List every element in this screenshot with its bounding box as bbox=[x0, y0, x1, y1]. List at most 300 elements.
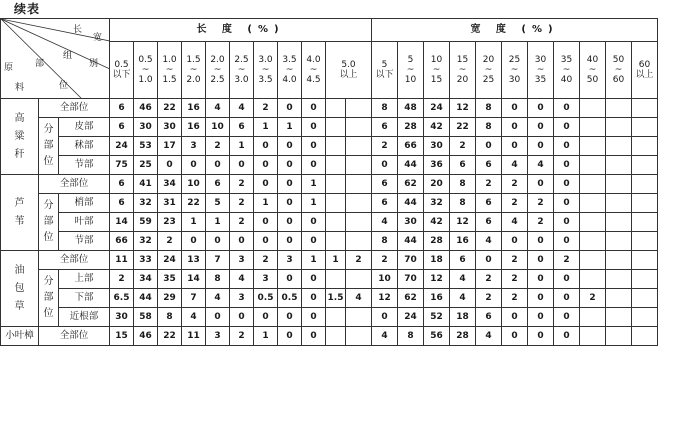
sub-part-cell: 近根部 bbox=[59, 308, 110, 327]
length-value-cell: 11 bbox=[110, 251, 134, 270]
length-value-cell: 16 bbox=[182, 99, 206, 118]
width-value-cell bbox=[606, 327, 632, 346]
width-value-cell: 0 bbox=[528, 232, 554, 251]
length-value-cell: 58 bbox=[134, 308, 158, 327]
length-value-cell: 10 bbox=[206, 118, 230, 137]
length-value-cell: 30 bbox=[134, 118, 158, 137]
length-value-cell bbox=[346, 270, 372, 289]
length-value-cell bbox=[346, 213, 372, 232]
width-value-cell: 2 bbox=[502, 194, 528, 213]
table-row bbox=[1, 289, 658, 308]
width-value-cell bbox=[632, 175, 658, 194]
width-value-cell: 32 bbox=[424, 194, 450, 213]
width-value-cell: 12 bbox=[424, 270, 450, 289]
width-value-cell: 6 bbox=[476, 213, 502, 232]
width-value-cell: 48 bbox=[398, 99, 424, 118]
table-row bbox=[1, 175, 658, 194]
width-value-cell bbox=[632, 99, 658, 118]
width-value-cell: 8 bbox=[398, 327, 424, 346]
width-value-cell: 8 bbox=[476, 99, 502, 118]
width-value-cell: 6 bbox=[372, 175, 398, 194]
length-value-cell: 1.5 bbox=[326, 289, 346, 308]
length-value-cell: 14 bbox=[182, 270, 206, 289]
length-value-cell: 15 bbox=[110, 327, 134, 346]
length-value-cell: 0 bbox=[254, 137, 278, 156]
width-value-cell: 0 bbox=[502, 308, 528, 327]
width-value-cell bbox=[580, 232, 606, 251]
length-value-cell bbox=[326, 232, 346, 251]
length-value-cell: 59 bbox=[134, 213, 158, 232]
length-value-cell: 0 bbox=[278, 137, 302, 156]
material-cell: 芦 苇 bbox=[1, 175, 39, 251]
width-value-cell: 42 bbox=[424, 213, 450, 232]
length-group-header: 长 度 (%) bbox=[110, 19, 372, 42]
width-value-cell: 0 bbox=[528, 289, 554, 308]
length-value-cell: 11 bbox=[182, 327, 206, 346]
length-value-cell: 0 bbox=[158, 156, 182, 175]
part-group-cell: 分 部 位 bbox=[39, 118, 59, 175]
length-value-cell: 3 bbox=[230, 289, 254, 308]
width-value-cell bbox=[580, 175, 606, 194]
length-value-cell: 0.5 bbox=[254, 289, 278, 308]
part-cell: 全部位 bbox=[39, 175, 110, 194]
length-value-cell: 1 bbox=[182, 213, 206, 232]
length-range-header: 5.0 以上 bbox=[326, 42, 372, 99]
length-value-cell: 0 bbox=[254, 308, 278, 327]
length-value-cell: 0 bbox=[254, 175, 278, 194]
width-value-cell: 0 bbox=[554, 327, 580, 346]
length-value-cell bbox=[326, 213, 346, 232]
width-value-cell: 4 bbox=[528, 156, 554, 175]
corner-label-group-1: 组 bbox=[63, 51, 73, 61]
width-range-header: 30 ~ 35 bbox=[528, 42, 554, 99]
length-value-cell: 0 bbox=[278, 194, 302, 213]
width-value-cell bbox=[606, 289, 632, 308]
width-value-cell: 30 bbox=[398, 213, 424, 232]
sub-part-cell: 节部 bbox=[59, 156, 110, 175]
length-value-cell: 1 bbox=[254, 118, 278, 137]
length-range-header: 4.0 ~ 4.5 bbox=[302, 42, 326, 99]
width-value-cell: 2 bbox=[502, 270, 528, 289]
width-value-cell: 22 bbox=[450, 118, 476, 137]
width-value-cell: 44 bbox=[398, 156, 424, 175]
length-value-cell: 29 bbox=[158, 289, 182, 308]
length-value-cell: 22 bbox=[158, 327, 182, 346]
width-value-cell: 0 bbox=[372, 308, 398, 327]
length-value-cell: 16 bbox=[182, 118, 206, 137]
length-value-cell: 5 bbox=[206, 194, 230, 213]
length-value-cell: 2 bbox=[230, 194, 254, 213]
length-value-cell: 0 bbox=[278, 156, 302, 175]
width-value-cell: 16 bbox=[424, 289, 450, 308]
length-value-cell: 0 bbox=[182, 156, 206, 175]
width-value-cell: 0 bbox=[554, 137, 580, 156]
width-value-cell: 2 bbox=[476, 175, 502, 194]
table-row bbox=[1, 327, 658, 346]
length-value-cell: 8 bbox=[158, 308, 182, 327]
width-value-cell: 4 bbox=[450, 270, 476, 289]
table-row bbox=[1, 232, 658, 251]
width-value-cell: 2 bbox=[528, 213, 554, 232]
width-value-cell: 6 bbox=[372, 194, 398, 213]
length-value-cell: 0 bbox=[302, 137, 326, 156]
width-value-cell: 8 bbox=[476, 118, 502, 137]
part-cell: 全部位 bbox=[39, 99, 110, 118]
length-value-cell: 0 bbox=[254, 232, 278, 251]
width-value-cell: 2 bbox=[476, 270, 502, 289]
length-value-cell: 4 bbox=[230, 99, 254, 118]
width-value-cell: 28 bbox=[450, 327, 476, 346]
length-value-cell: 0 bbox=[278, 232, 302, 251]
length-value-cell: 0 bbox=[254, 213, 278, 232]
part-group-cell: 分 部 位 bbox=[39, 194, 59, 251]
width-value-cell: 4 bbox=[502, 213, 528, 232]
length-value-cell bbox=[326, 118, 346, 137]
length-value-cell: 0 bbox=[206, 232, 230, 251]
length-value-cell: 10 bbox=[182, 175, 206, 194]
width-value-cell bbox=[580, 308, 606, 327]
length-value-cell: 6 bbox=[206, 175, 230, 194]
width-value-cell: 4 bbox=[372, 327, 398, 346]
length-value-cell: 3 bbox=[182, 137, 206, 156]
width-value-cell: 0 bbox=[502, 137, 528, 156]
width-value-cell: 4 bbox=[502, 156, 528, 175]
width-value-cell: 6 bbox=[372, 118, 398, 137]
length-value-cell: 1 bbox=[254, 327, 278, 346]
corner-label-material-2: 料 bbox=[15, 83, 25, 93]
length-value-cell: 23 bbox=[158, 213, 182, 232]
width-value-cell: 0 bbox=[554, 194, 580, 213]
width-value-cell: 2 bbox=[502, 175, 528, 194]
sub-part-cell: 上部 bbox=[59, 270, 110, 289]
width-value-cell bbox=[632, 308, 658, 327]
length-value-cell bbox=[346, 156, 372, 175]
width-value-cell: 0 bbox=[528, 175, 554, 194]
sub-part-cell: 叶部 bbox=[59, 213, 110, 232]
length-value-cell: 0 bbox=[302, 213, 326, 232]
width-value-cell: 36 bbox=[424, 156, 450, 175]
width-value-cell: 56 bbox=[424, 327, 450, 346]
length-value-cell: 17 bbox=[158, 137, 182, 156]
width-value-cell: 70 bbox=[398, 270, 424, 289]
width-range-header: 20 ~ 25 bbox=[476, 42, 502, 99]
length-value-cell: 32 bbox=[134, 232, 158, 251]
width-value-cell bbox=[606, 156, 632, 175]
width-value-cell bbox=[606, 232, 632, 251]
length-value-cell: 0.5 bbox=[278, 289, 302, 308]
length-value-cell: 35 bbox=[158, 270, 182, 289]
width-value-cell: 0 bbox=[528, 118, 554, 137]
width-value-cell bbox=[606, 213, 632, 232]
length-value-cell: 34 bbox=[158, 175, 182, 194]
width-value-cell: 70 bbox=[398, 251, 424, 270]
length-value-cell: 0 bbox=[182, 232, 206, 251]
width-range-header: 15 ~ 20 bbox=[450, 42, 476, 99]
table-row bbox=[1, 213, 658, 232]
length-value-cell: 1 bbox=[230, 137, 254, 156]
width-value-cell: 28 bbox=[424, 232, 450, 251]
width-value-cell: 2 bbox=[450, 137, 476, 156]
width-value-cell: 0 bbox=[554, 270, 580, 289]
table-row bbox=[1, 251, 658, 270]
width-value-cell bbox=[580, 156, 606, 175]
length-value-cell: 34 bbox=[134, 270, 158, 289]
width-value-cell: 62 bbox=[398, 289, 424, 308]
length-value-cell bbox=[326, 175, 346, 194]
width-value-cell: 6 bbox=[450, 251, 476, 270]
length-value-cell: 4 bbox=[182, 308, 206, 327]
length-value-cell: 1 bbox=[278, 118, 302, 137]
page-title: 续表 bbox=[14, 2, 41, 16]
width-value-cell: 2 bbox=[580, 289, 606, 308]
length-value-cell: 13 bbox=[182, 251, 206, 270]
width-range-header: 5 以下 bbox=[372, 42, 398, 99]
length-value-cell: 0 bbox=[302, 232, 326, 251]
width-value-cell: 2 bbox=[372, 251, 398, 270]
length-value-cell: 0 bbox=[302, 99, 326, 118]
width-range-header: 5 ~ 10 bbox=[398, 42, 424, 99]
width-value-cell: 2 bbox=[502, 289, 528, 308]
table-row bbox=[1, 308, 658, 327]
length-value-cell: 2 bbox=[254, 99, 278, 118]
width-value-cell: 2 bbox=[372, 137, 398, 156]
length-value-cell: 2 bbox=[230, 175, 254, 194]
length-value-cell: 0 bbox=[230, 308, 254, 327]
width-group-header: 宽 度 (%) bbox=[372, 19, 658, 42]
sub-part-cell: 下部 bbox=[59, 289, 110, 308]
width-value-cell bbox=[606, 251, 632, 270]
length-range-header: 2.0 ~ 2.5 bbox=[206, 42, 230, 99]
length-value-cell: 6 bbox=[110, 175, 134, 194]
width-value-cell: 0 bbox=[554, 232, 580, 251]
length-value-cell: 7 bbox=[182, 289, 206, 308]
width-value-cell: 44 bbox=[398, 232, 424, 251]
length-value-cell: 1 bbox=[302, 175, 326, 194]
sub-part-cell: 秫部 bbox=[59, 137, 110, 156]
width-value-cell bbox=[606, 137, 632, 156]
width-value-cell bbox=[632, 232, 658, 251]
width-value-cell: 0 bbox=[554, 156, 580, 175]
length-value-cell: 4 bbox=[206, 99, 230, 118]
width-value-cell: 62 bbox=[398, 175, 424, 194]
length-value-cell: 0 bbox=[302, 327, 326, 346]
width-value-cell: 0 bbox=[502, 99, 528, 118]
width-value-cell: 6 bbox=[476, 194, 502, 213]
length-value-cell: 44 bbox=[134, 289, 158, 308]
length-value-cell bbox=[326, 137, 346, 156]
width-value-cell: 0 bbox=[502, 232, 528, 251]
length-value-cell: 24 bbox=[158, 251, 182, 270]
length-value-cell: 1 bbox=[254, 194, 278, 213]
length-value-cell: 1 bbox=[326, 251, 346, 270]
length-value-cell: 1 bbox=[206, 213, 230, 232]
length-value-cell: 6 bbox=[230, 118, 254, 137]
length-range-header: 3.5 ~ 4.0 bbox=[278, 42, 302, 99]
width-value-cell: 18 bbox=[450, 308, 476, 327]
length-value-cell: 0 bbox=[206, 308, 230, 327]
width-value-cell: 0 bbox=[554, 175, 580, 194]
length-value-cell: 0 bbox=[302, 270, 326, 289]
width-value-cell: 0 bbox=[554, 289, 580, 308]
width-value-cell: 4 bbox=[476, 232, 502, 251]
width-value-cell: 6 bbox=[450, 156, 476, 175]
width-value-cell: 12 bbox=[450, 213, 476, 232]
width-value-cell: 12 bbox=[372, 289, 398, 308]
length-value-cell bbox=[346, 118, 372, 137]
part-cell: 全部位 bbox=[39, 251, 110, 270]
width-value-cell: 8 bbox=[450, 194, 476, 213]
width-value-cell: 4 bbox=[476, 327, 502, 346]
length-value-cell: 3 bbox=[254, 270, 278, 289]
corner-label-group-2: 别 bbox=[89, 59, 99, 69]
length-value-cell: 30 bbox=[158, 118, 182, 137]
length-value-cell bbox=[346, 175, 372, 194]
width-value-cell: 12 bbox=[450, 99, 476, 118]
length-value-cell: 2 bbox=[254, 251, 278, 270]
length-value-cell: 30 bbox=[110, 308, 134, 327]
length-value-cell: 4 bbox=[230, 270, 254, 289]
length-value-cell: 2 bbox=[158, 232, 182, 251]
length-value-cell: 0 bbox=[302, 118, 326, 137]
length-value-cell: 3 bbox=[230, 251, 254, 270]
length-value-cell: 2 bbox=[110, 270, 134, 289]
table-row bbox=[1, 137, 658, 156]
length-value-cell: 4 bbox=[206, 289, 230, 308]
table-row bbox=[1, 156, 658, 175]
length-value-cell: 46 bbox=[134, 99, 158, 118]
length-value-cell bbox=[326, 308, 346, 327]
sub-part-cell: 梢部 bbox=[59, 194, 110, 213]
width-value-cell: 24 bbox=[398, 308, 424, 327]
width-value-cell: 30 bbox=[424, 137, 450, 156]
width-range-header: 35 ~ 40 bbox=[554, 42, 580, 99]
corner-label-part-1: 部 bbox=[35, 59, 45, 69]
length-range-header: 0.5 以下 bbox=[110, 42, 134, 99]
width-value-cell bbox=[580, 99, 606, 118]
length-value-cell: 22 bbox=[182, 194, 206, 213]
length-value-cell bbox=[326, 156, 346, 175]
length-value-cell: 0 bbox=[302, 289, 326, 308]
length-value-cell: 0 bbox=[302, 308, 326, 327]
length-range-header: 2.5 ~ 3.0 bbox=[230, 42, 254, 99]
width-value-cell bbox=[632, 327, 658, 346]
width-value-cell: 24 bbox=[424, 99, 450, 118]
length-value-cell bbox=[346, 327, 372, 346]
width-value-cell bbox=[580, 194, 606, 213]
length-value-cell: 32 bbox=[134, 194, 158, 213]
length-value-cell: 53 bbox=[134, 137, 158, 156]
length-value-cell: 22 bbox=[158, 99, 182, 118]
length-value-cell: 0 bbox=[302, 156, 326, 175]
length-value-cell bbox=[326, 327, 346, 346]
length-range-header: 1.0 ~ 1.5 bbox=[158, 42, 182, 99]
length-value-cell: 33 bbox=[134, 251, 158, 270]
length-value-cell: 1 bbox=[302, 194, 326, 213]
length-value-cell: 46 bbox=[134, 327, 158, 346]
length-value-cell bbox=[346, 232, 372, 251]
width-value-cell: 8 bbox=[450, 175, 476, 194]
width-value-cell: 6 bbox=[476, 156, 502, 175]
length-value-cell: 75 bbox=[110, 156, 134, 175]
width-value-cell bbox=[580, 137, 606, 156]
length-value-cell: 1 bbox=[302, 251, 326, 270]
length-range-header: 1.5 ~ 2.0 bbox=[182, 42, 206, 99]
width-range-header: 25 ~ 30 bbox=[502, 42, 528, 99]
length-value-cell: 6 bbox=[110, 99, 134, 118]
width-value-cell: 2 bbox=[476, 289, 502, 308]
length-value-cell: 0 bbox=[278, 99, 302, 118]
width-range-header: 40 ~ 50 bbox=[580, 42, 606, 99]
width-value-cell: 16 bbox=[450, 232, 476, 251]
table-row bbox=[1, 118, 658, 137]
length-value-cell: 0 bbox=[278, 175, 302, 194]
corner-label-part-2: 位 bbox=[59, 81, 69, 91]
width-value-cell bbox=[580, 251, 606, 270]
width-value-cell: 44 bbox=[398, 194, 424, 213]
width-value-cell: 0 bbox=[554, 118, 580, 137]
width-value-cell bbox=[632, 156, 658, 175]
width-value-cell: 6 bbox=[476, 308, 502, 327]
length-value-cell: 41 bbox=[134, 175, 158, 194]
width-value-cell bbox=[632, 213, 658, 232]
width-value-cell: 0 bbox=[554, 213, 580, 232]
length-value-cell: 7 bbox=[206, 251, 230, 270]
width-value-cell bbox=[580, 270, 606, 289]
table-row bbox=[1, 194, 658, 213]
width-value-cell: 2 bbox=[502, 251, 528, 270]
length-value-cell: 0 bbox=[206, 156, 230, 175]
width-value-cell: 4 bbox=[450, 289, 476, 308]
length-value-cell: 2 bbox=[230, 213, 254, 232]
width-value-cell: 52 bbox=[424, 308, 450, 327]
length-value-cell: 6 bbox=[110, 194, 134, 213]
width-value-cell: 0 bbox=[372, 156, 398, 175]
length-value-cell: 3 bbox=[206, 327, 230, 346]
width-value-cell: 0 bbox=[528, 99, 554, 118]
width-value-cell: 8 bbox=[372, 99, 398, 118]
length-value-cell: 0 bbox=[278, 308, 302, 327]
length-value-cell: 6 bbox=[110, 118, 134, 137]
width-value-cell: 10 bbox=[372, 270, 398, 289]
length-value-cell: 0 bbox=[278, 327, 302, 346]
width-value-cell: 0 bbox=[554, 308, 580, 327]
width-value-cell: 20 bbox=[424, 175, 450, 194]
material-cell: 油 包 草 bbox=[1, 251, 39, 327]
width-value-cell: 0 bbox=[528, 308, 554, 327]
length-range-header: 3.0 ~ 3.5 bbox=[254, 42, 278, 99]
width-value-cell: 8 bbox=[372, 232, 398, 251]
width-value-cell bbox=[606, 99, 632, 118]
width-value-cell: 2 bbox=[554, 251, 580, 270]
width-value-cell bbox=[606, 270, 632, 289]
corner-label-length: 长 bbox=[73, 25, 83, 35]
width-value-cell: 0 bbox=[528, 137, 554, 156]
corner-label-material-1: 原 bbox=[4, 63, 14, 73]
length-range-header: 0.5 ~ 1.0 bbox=[134, 42, 158, 99]
width-value-cell: 42 bbox=[424, 118, 450, 137]
length-value-cell: 2 bbox=[346, 251, 372, 270]
width-value-cell: 28 bbox=[398, 118, 424, 137]
length-value-cell: 8 bbox=[206, 270, 230, 289]
part-cell: 全部位 bbox=[39, 327, 110, 346]
width-value-cell bbox=[632, 251, 658, 270]
length-value-cell: 24 bbox=[110, 137, 134, 156]
length-value-cell bbox=[326, 194, 346, 213]
width-value-cell bbox=[632, 270, 658, 289]
width-value-cell: 2 bbox=[528, 194, 554, 213]
width-value-cell bbox=[632, 137, 658, 156]
length-value-cell: 0 bbox=[230, 156, 254, 175]
